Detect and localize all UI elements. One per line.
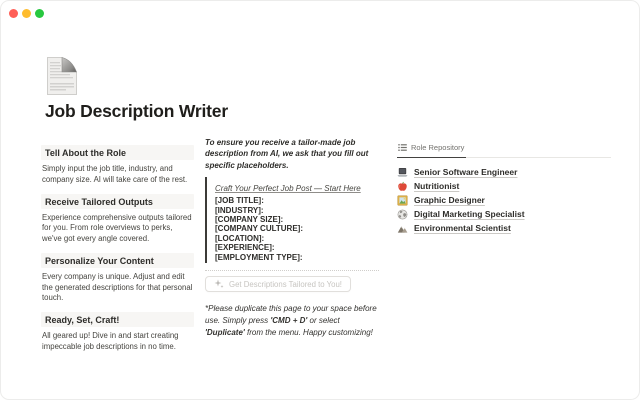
mountain-icon	[397, 223, 408, 234]
framed-picture-icon	[397, 195, 408, 206]
placeholder-line: [LOCATION]:	[215, 233, 265, 243]
placeholder-line: [EMPLOYMENT TYPE]:	[215, 252, 303, 262]
placeholder-line: [EXPERIENCE]:	[215, 243, 275, 253]
intro-text: To ensure you receive a tailor-made job description from AI, we ask that you fill out specific placeholders.	[205, 138, 369, 170]
section-body: Simply input the job title, industry, and company size. AI will take care of the rest.	[42, 164, 188, 184]
tab-role-repository[interactable]	[397, 143, 466, 158]
section-body: Experience comprehensive outputs tailored for you. From role overviews to perks, we've got every angle covered.	[42, 212, 192, 243]
section-heading: Tell About the Role	[41, 145, 194, 160]
zoom-button[interactable]	[35, 9, 44, 18]
document-icon[interactable]	[47, 57, 77, 95]
role-repository-column	[397, 139, 611, 237]
role-page-title: Senior Software Engineer	[414, 167, 518, 177]
section-body: All geared up! Dive in and start creating impeccable job descriptions in no time.	[42, 331, 179, 351]
page-title: Job Description Writer	[45, 101, 228, 121]
get-descriptions-button[interactable]	[205, 276, 351, 292]
section-body: Every company is unique. Adjust and edit the generated descriptions for that personal touch.	[42, 271, 193, 303]
apple-icon	[397, 181, 408, 192]
placeholder-line: [INDUSTRY]:	[215, 205, 264, 215]
info-column	[41, 145, 194, 353]
role-page-title: Digital Marketing Specialist	[414, 209, 525, 219]
role-page-title: Graphic Designer	[414, 195, 485, 205]
section-heading: Receive Tailored Outputs	[41, 194, 194, 209]
button-label: Get Descriptions Tailored to You!	[229, 279, 342, 289]
bulleted-list-icon	[398, 143, 407, 152]
section-heading: Personalize Your Content	[41, 253, 194, 268]
window-controls	[9, 9, 44, 18]
role-list	[397, 167, 611, 234]
tab-label: Role Repository	[411, 143, 465, 152]
page-link-graphic-designer[interactable]	[397, 195, 611, 206]
placeholder-line: [COMPANY SIZE]:	[215, 214, 284, 224]
duplicate-note: *Please duplicate this page to your space before use. Simply press 'CMD + D' or select 'Duplicate' from the menu. Happy customizing!	[205, 304, 377, 338]
section-heading: Ready, Set, Craft!	[41, 312, 194, 327]
page-link-digital-marketing-specialist[interactable]	[397, 209, 611, 220]
close-button[interactable]	[9, 9, 18, 18]
start-here-link[interactable]: Craft Your Perfect Job Post — Start Here	[215, 184, 361, 194]
role-page-title: Nutritionist	[414, 181, 460, 191]
placeholder-line: [JOB TITLE]:	[215, 196, 264, 206]
placeholder-line: [COMPANY CULTURE]:	[215, 224, 303, 234]
minimize-button[interactable]	[22, 9, 31, 18]
template-column	[205, 137, 379, 339]
laptop-icon	[397, 167, 408, 178]
role-page-title: Environmental Scientist	[414, 223, 511, 233]
globe-icon	[397, 209, 408, 220]
divider	[205, 270, 379, 271]
database-tab-bar	[397, 139, 611, 158]
page-link-nutritionist[interactable]	[397, 181, 611, 192]
placeholder-quote-block	[205, 177, 379, 263]
page-link-senior-software-engineer[interactable]	[397, 167, 611, 178]
page-link-environmental-scientist[interactable]	[397, 223, 611, 234]
sparkle-icon	[214, 279, 224, 289]
